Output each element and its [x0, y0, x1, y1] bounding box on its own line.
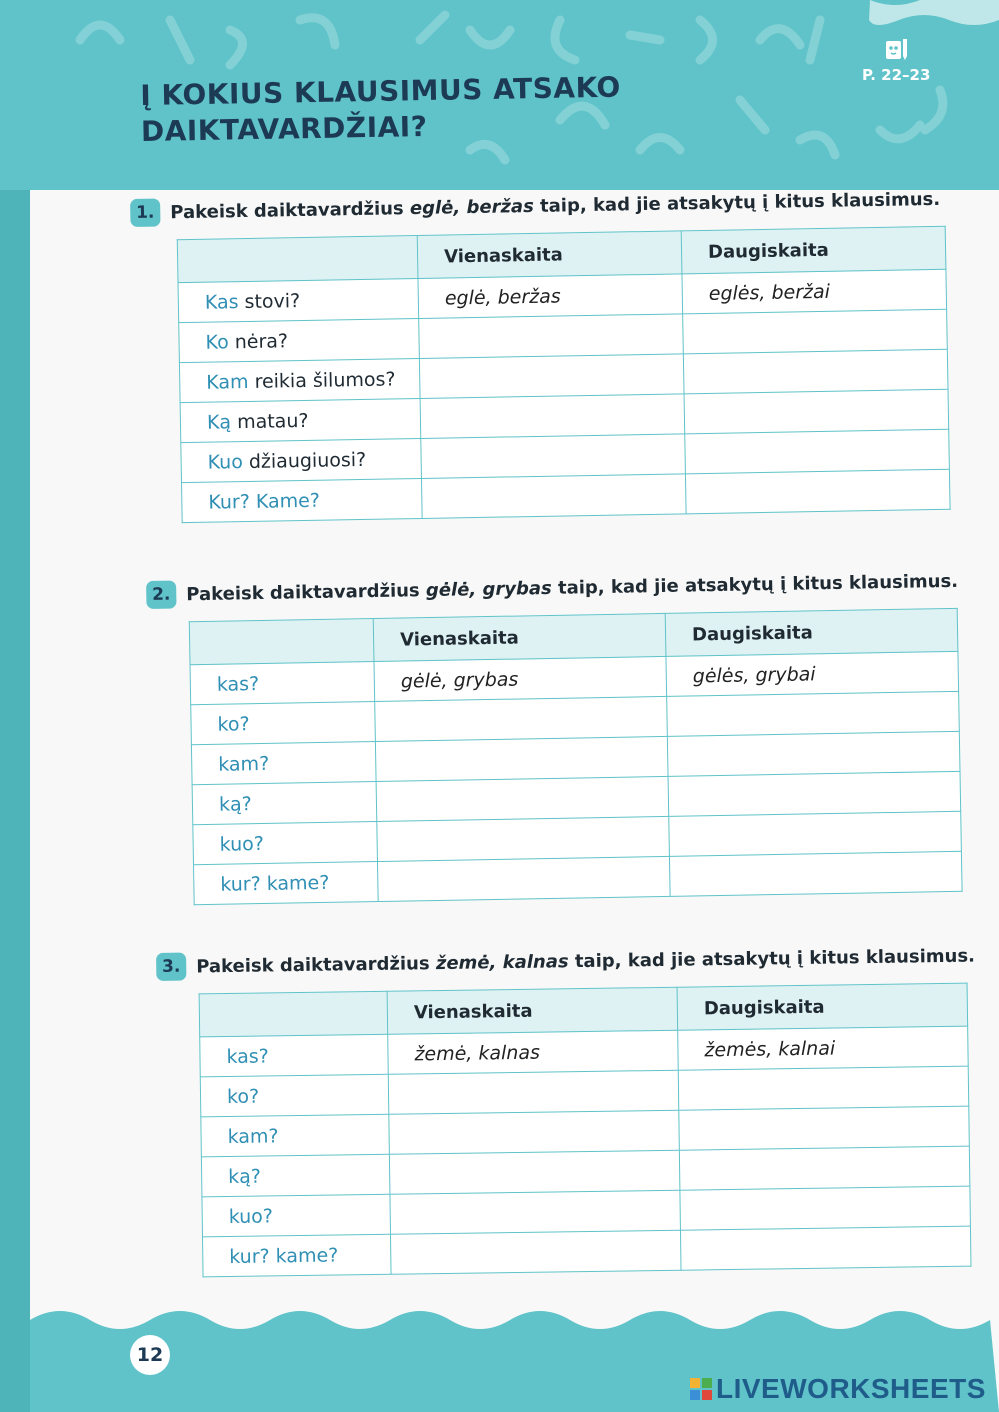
exercise-3-number-badge: 3.: [156, 953, 186, 981]
plural-answer-cell[interactable]: [680, 1226, 971, 1270]
question-keyword: Kur? Kame?: [208, 489, 321, 514]
singular-answer-cell[interactable]: [375, 736, 668, 781]
page-title: [140, 70, 622, 150]
singular-answer-cell[interactable]: eglė, beržas: [418, 274, 683, 319]
plural-answer-cell[interactable]: [685, 429, 950, 474]
question-cell: ką?: [201, 1154, 390, 1197]
column-header-plural: Daugiskaita: [681, 226, 946, 274]
liveworksheets-logo-icon: [690, 1378, 712, 1400]
exercise-2-words: gėlė, grybas: [425, 577, 552, 601]
singular-answer-cell[interactable]: žemė, kalnas: [388, 1030, 679, 1074]
plural-answer-cell[interactable]: [683, 309, 948, 354]
watermark-text: LIVEWORKSHEETS: [716, 1373, 986, 1404]
header-banner: [0, 0, 999, 190]
question-keyword: Ko: [205, 330, 229, 354]
question-cell: kas?: [200, 1034, 389, 1077]
singular-answer-cell[interactable]: [389, 1150, 680, 1194]
singular-answer-cell[interactable]: gėlė, grybas: [374, 656, 667, 701]
singular-answer-cell[interactable]: [389, 1110, 680, 1154]
exercise-2-table: [189, 608, 963, 905]
exercise-3-text: [196, 945, 975, 977]
question-keyword: Ką: [206, 410, 232, 434]
question-cell: [181, 438, 422, 482]
question-cell: [179, 318, 420, 362]
page-edge-strip: [0, 0, 30, 1412]
singular-answer-cell[interactable]: [388, 1070, 679, 1114]
page-number-badge: 12: [130, 1335, 170, 1375]
exercise-1-words: eglė, beržas: [409, 195, 534, 219]
singular-answer-cell[interactable]: [376, 776, 669, 821]
exercise-2: [146, 564, 963, 906]
plural-answer-cell[interactable]: [668, 771, 961, 816]
exercise-3-table: [199, 983, 972, 1278]
liveworksheets-watermark: [690, 1372, 986, 1406]
header-empty-cell: [177, 235, 418, 282]
question-cell: kur? kame?: [194, 862, 379, 905]
exercise-3-instruction: [156, 939, 975, 984]
question-cell: [180, 398, 421, 442]
question-cell: kam?: [201, 1114, 390, 1157]
question-cell: kuo?: [193, 822, 378, 865]
singular-answer-cell[interactable]: [375, 696, 668, 741]
header-empty-cell: [199, 991, 388, 1037]
question-rest: reikia šilumos?: [248, 367, 396, 393]
question-cell: [179, 358, 420, 402]
plural-answer-cell[interactable]: [667, 691, 960, 736]
column-header-plural: Daugiskaita: [665, 608, 958, 656]
question-keyword: Kuo: [207, 450, 244, 474]
singular-answer-cell[interactable]: [419, 354, 684, 399]
column-header-singular: Vienaskaita: [373, 613, 666, 661]
singular-answer-cell[interactable]: [377, 856, 670, 901]
exercise-1-table: [177, 226, 951, 523]
plural-answer-cell[interactable]: [680, 1186, 971, 1230]
page-reference: P. 22–23: [862, 66, 931, 84]
page-title-line-2: DAIKTAVARDŽIAI?: [140, 109, 428, 148]
exercise-2-number-badge: 2.: [146, 580, 176, 609]
singular-answer-cell[interactable]: [390, 1190, 681, 1234]
question-cell: kas?: [190, 662, 375, 705]
plural-answer-cell[interactable]: gėlės, grybai: [666, 651, 959, 696]
question-cell: kam?: [191, 742, 376, 785]
question-rest: stovi?: [238, 289, 301, 313]
plural-answer-cell[interactable]: žemės, kalnai: [678, 1026, 969, 1070]
plural-answer-cell[interactable]: [667, 731, 960, 776]
question-cell: [182, 478, 423, 522]
question-cell: ko?: [200, 1074, 389, 1117]
singular-answer-cell[interactable]: [420, 394, 685, 439]
exercise-3-words: žemė, kalnas: [435, 950, 569, 974]
plural-answer-cell[interactable]: [685, 469, 950, 514]
exercise-3: [156, 939, 979, 1278]
singular-answer-cell[interactable]: [421, 474, 686, 519]
question-keyword: Kas: [204, 290, 239, 314]
exercise-3-outro: taip, kad jie atsakytų į kitus klausimus.: [568, 945, 976, 972]
column-header-singular: Vienaskaita: [387, 987, 678, 1034]
column-header-plural: Daugiskaita: [677, 983, 968, 1030]
plural-answer-cell[interactable]: [669, 811, 962, 856]
plural-answer-cell[interactable]: [678, 1066, 969, 1110]
singular-answer-cell[interactable]: [419, 314, 684, 359]
plural-answer-cell[interactable]: [669, 851, 962, 896]
question-rest: džiaugiuosi?: [242, 448, 367, 473]
column-header-singular: Vienaskaita: [417, 231, 682, 279]
question-cell: kuo?: [202, 1194, 391, 1237]
singular-answer-cell[interactable]: [377, 816, 670, 861]
question-keyword: Kam: [206, 370, 249, 394]
plural-answer-cell[interactable]: [684, 389, 949, 434]
exercise-1-outro: taip, kad jie atsakytų į kitus klausimus.: [533, 188, 941, 217]
plural-answer-cell[interactable]: [683, 349, 948, 394]
question-cell: kur? kame?: [203, 1234, 392, 1277]
question-rest: matau?: [230, 409, 309, 433]
exercise-1-text: [170, 188, 940, 222]
plural-answer-cell[interactable]: eglės, beržai: [682, 269, 947, 314]
question-cell: ką?: [192, 782, 377, 825]
exercise-1-number-badge: 1.: [130, 198, 160, 227]
exercise-2-intro: Pakeisk daiktavardžius: [186, 579, 427, 605]
header-empty-cell: [189, 619, 374, 665]
page-title-line-1: Į KOKIUS KLAUSIMUS ATSAKO: [140, 70, 622, 112]
book-pencil-icon: [884, 36, 910, 62]
exercise-1-intro: Pakeisk daiktavardžius: [170, 197, 411, 223]
exercise-2-instruction: [146, 564, 958, 612]
question-rest: nėra?: [228, 329, 289, 353]
exercise-2-outro: taip, kad jie atsakytų į kitus klausimus.: [551, 570, 959, 599]
question-cell: ko?: [191, 702, 376, 745]
question-cell: [178, 278, 419, 322]
singular-answer-cell[interactable]: [390, 1230, 681, 1274]
plural-answer-cell[interactable]: [679, 1106, 970, 1150]
exercise-3-intro: Pakeisk daiktavardžius: [196, 952, 437, 977]
exercise-2-text: [186, 570, 958, 604]
exercise-1: [130, 182, 951, 524]
plural-answer-cell[interactable]: [679, 1146, 970, 1190]
singular-answer-cell[interactable]: [421, 434, 686, 479]
